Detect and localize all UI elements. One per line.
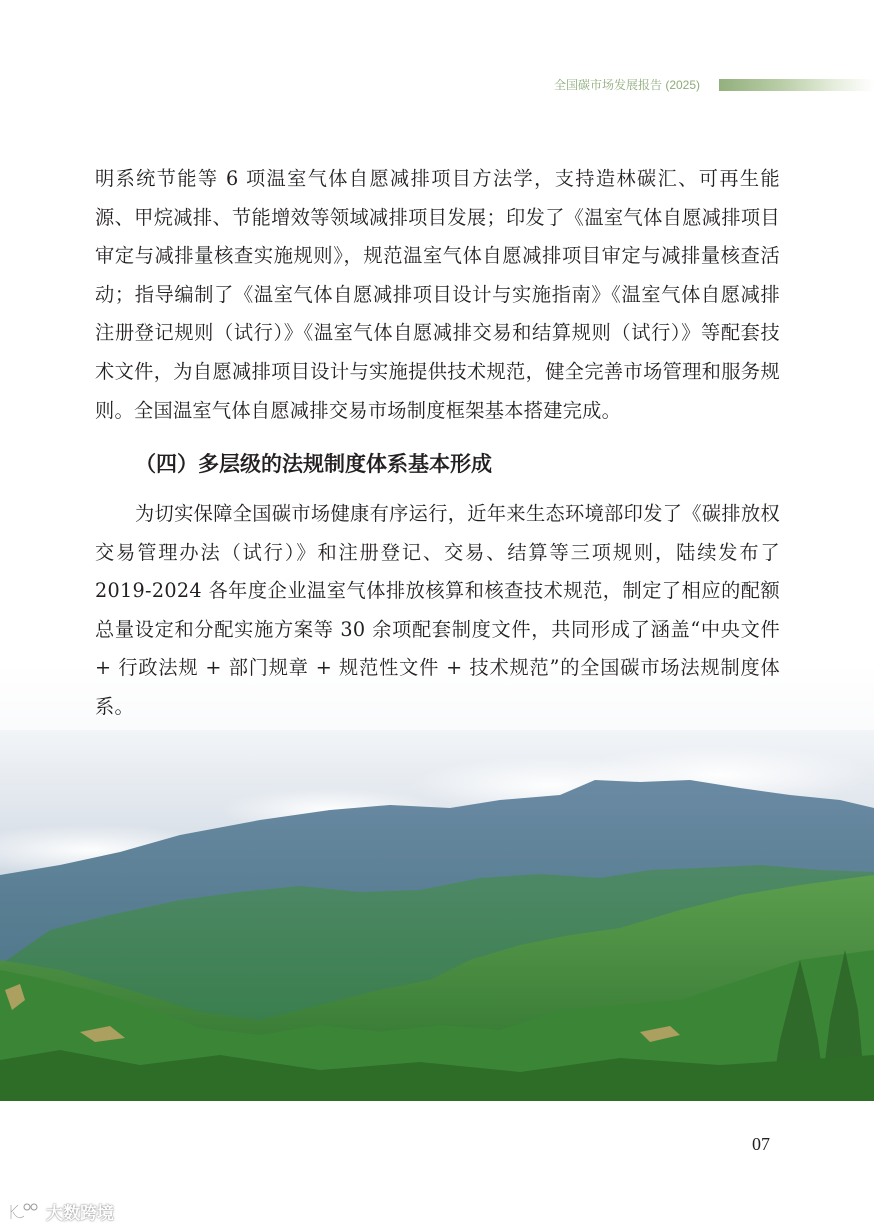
body-paragraph: 明系统节能等 6 项温室气体自愿减排项目方法学，支持造林碳汇、可再生能源、甲烷减排、节能增效等领域减排项目发展；印发了《温室气体自愿减排项目审定与减排量核查实施规则》，规范温室气体自愿减排项目审定与减排量核查活动；指导编制了《温室气体自愿减排项目设计与实施指南》《温室气体自愿减排注册登记规则（试行）》《温室气体自愿减排交易和结算规则（试行）》等配套技术文件，为自愿减排项目设计与实施提供技术规范，健全完善市场管理和服务规则。全国温室气体自愿减排交易市场制度框架基本搭建完成。	[95, 167, 780, 422]
watermark-logo-icon	[8, 1202, 42, 1222]
running-header: 全国碳市场发展报告 (2025)	[554, 78, 701, 92]
body-paragraph: 为切实保障全国碳市场健康有序运行，近年来生态环境部印发了《碳排放权交易管理办法（试行）》和注册登记、交易、结算等三项规则，陆续发布了 2019-2024 各年度企业温室气体排放核算和核查技术规范，制定了相应的配额总量设定和分配实施方案等 30 余项配套制度文件，共同形成了涵盖“中央文件 + 行政法规 + 部门规章 + 规范性文件 + 技术规范”的全国碳市场法规制度体系。	[95, 502, 780, 718]
section-heading: （四）多层级的法规制度体系基本形成	[135, 451, 492, 476]
watermark	[8, 1199, 114, 1224]
header-accent-bar	[719, 79, 874, 91]
watermark-text: 大数跨境	[46, 1204, 114, 1224]
page-number: 07	[752, 1134, 770, 1154]
